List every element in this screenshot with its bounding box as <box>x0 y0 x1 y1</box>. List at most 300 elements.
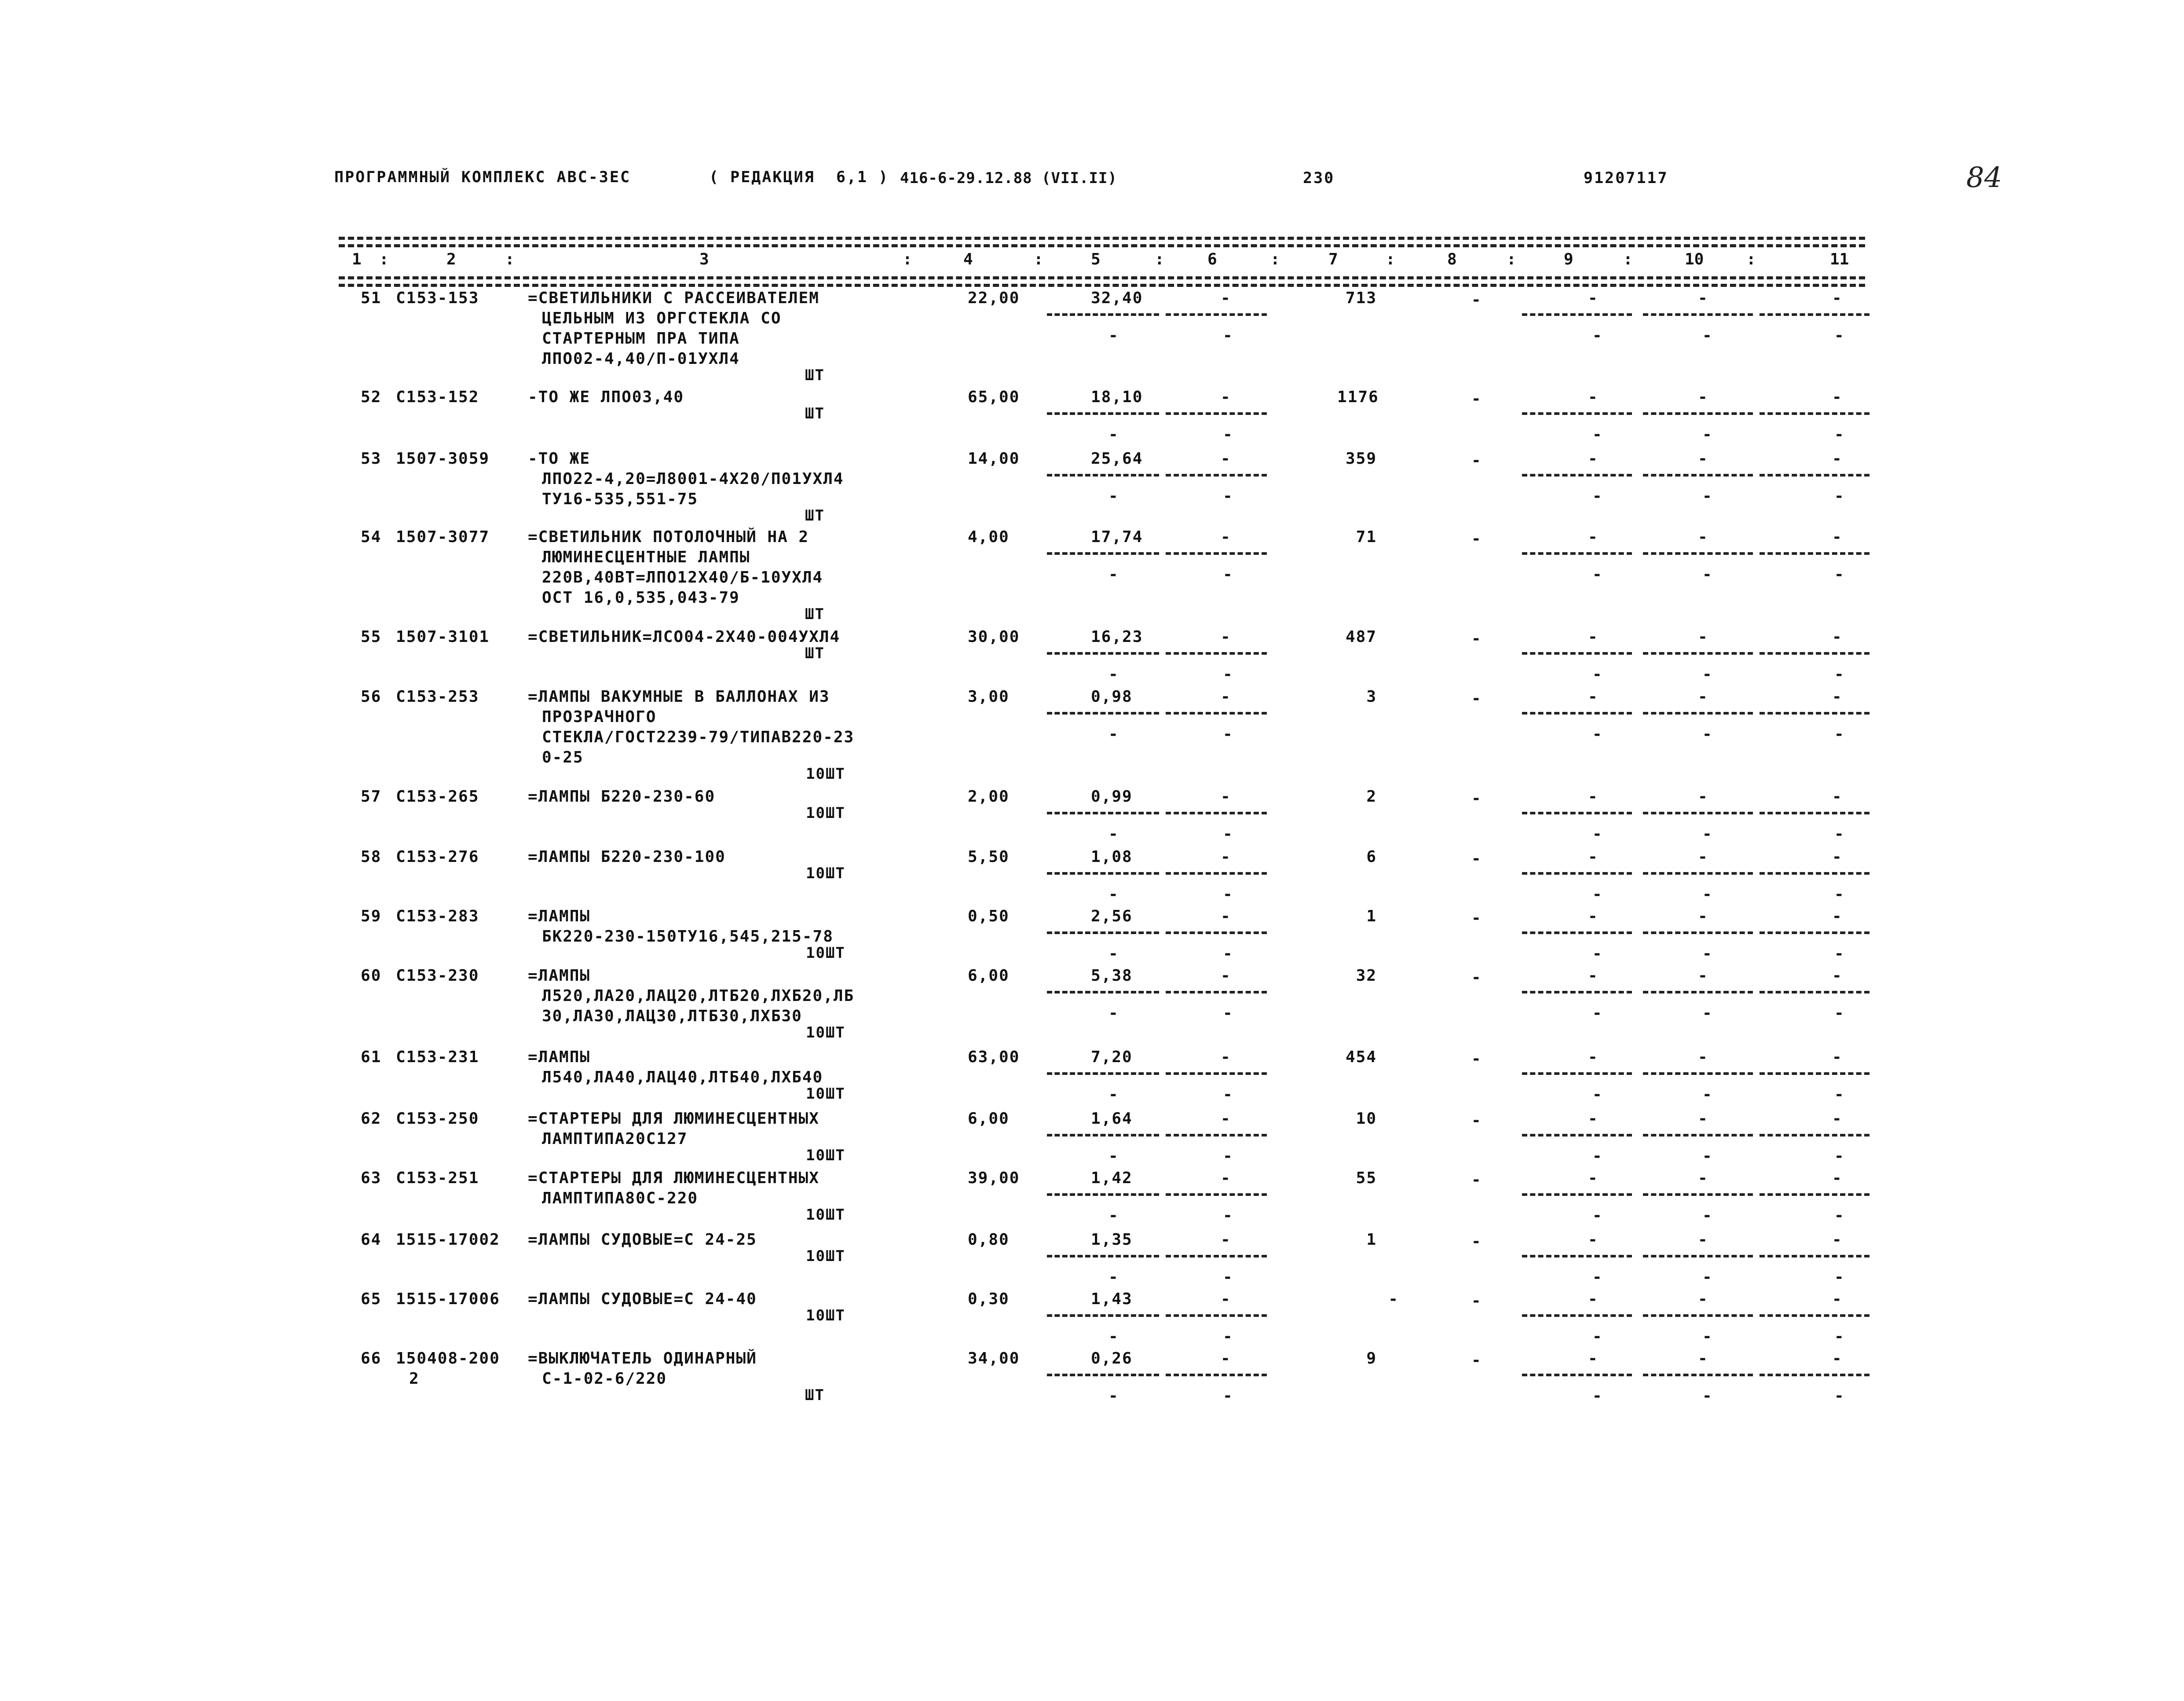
column-10-value: - <box>1698 528 1708 546</box>
total-cost: - <box>1388 1290 1399 1308</box>
header-top-separator-2 <box>339 244 1865 247</box>
sub-total-dash: - <box>1108 1268 1118 1286</box>
column-separator: : <box>903 250 912 268</box>
sub-total-rule <box>1047 1072 1159 1075</box>
description-line: ЦЕЛЬНЫМ ИЗ ОРГСТЕКЛА СО <box>542 309 782 327</box>
column-6-value: - <box>1221 1110 1231 1128</box>
quantity: 34,00 <box>968 1349 1020 1367</box>
column-6-value: - <box>1221 628 1231 646</box>
sub-total-dash: - <box>1834 1004 1844 1022</box>
sub-total-dash: - <box>1702 665 1712 683</box>
sub-total-rule <box>1166 1134 1267 1136</box>
sub-total-dash: - <box>1702 1387 1712 1405</box>
sub-total-dash: - <box>1108 885 1118 903</box>
program-title: ПРОГРАММНЫЙ КОМПЛЕКС АВС-ЗЕС <box>334 169 631 186</box>
unit-price: 32,40 <box>1091 289 1143 307</box>
sub-total-dash: - <box>1834 1268 1844 1286</box>
column-9-value: - <box>1588 967 1599 985</box>
column-8-value: - <box>1471 1351 1482 1369</box>
item-code: С153-253 <box>396 688 479 706</box>
column-separator: : <box>505 250 515 268</box>
total-cost: 55 <box>1356 1169 1377 1187</box>
sub-total-rule <box>1166 812 1267 814</box>
unit-price: 1,42 <box>1091 1169 1133 1187</box>
column-9-value: - <box>1588 450 1599 468</box>
quantity: 3,00 <box>968 688 1010 706</box>
column-11-value: - <box>1832 788 1843 806</box>
sub-total-dash: - <box>1223 945 1233 963</box>
description-line: =ЛАМПЫ Б220-230-100 <box>528 848 726 866</box>
total-cost: 359 <box>1345 450 1377 468</box>
sub-total-dash: - <box>1834 1147 1844 1165</box>
column-8-value: - <box>1471 1171 1482 1189</box>
item-code: 1507-3101 <box>396 628 490 646</box>
sub-total-dash: - <box>1834 825 1844 843</box>
unit-price: 1,08 <box>1091 848 1133 866</box>
sub-total-rule <box>1047 812 1159 814</box>
description-line: Л520,ЛА20,ЛАЦ20,ЛТБ20,ЛХБ20,ЛБ <box>542 987 855 1005</box>
description-line: С-1-02-6/220 <box>542 1370 667 1388</box>
sub-total-rule <box>1522 552 1632 555</box>
column-6-value: - <box>1221 688 1231 706</box>
sub-total-rule <box>1047 872 1159 875</box>
sub-total-rule <box>1643 1072 1753 1075</box>
row-number: 60 <box>361 967 382 985</box>
sub-total-dash: - <box>1592 1206 1602 1224</box>
column-9-value: - <box>1588 528 1599 546</box>
sub-total-dash: - <box>1834 665 1844 683</box>
description-line: СТЕКЛА/ГОСТ2239-79/ТИПАВ220-23 <box>542 728 855 746</box>
column-number: 11 <box>1830 250 1849 268</box>
sub-total-rule <box>1166 1193 1267 1196</box>
column-separator: : <box>1155 250 1164 268</box>
unit-price: 2,56 <box>1091 907 1133 925</box>
column-10-value: - <box>1698 289 1708 307</box>
column-8-value: - <box>1471 1111 1482 1129</box>
sub-total-rule <box>1166 991 1267 993</box>
sub-total-dash: - <box>1223 1206 1233 1224</box>
sub-total-rule <box>1047 712 1159 715</box>
item-code: 150408-200 <box>396 1349 500 1367</box>
total-cost: 32 <box>1356 967 1377 985</box>
sub-total-rule <box>1760 712 1869 715</box>
column-10-value: - <box>1698 450 1708 468</box>
sheet-number: 230 <box>1303 169 1335 187</box>
column-6-value: - <box>1221 907 1231 925</box>
description-line: ЛАМПТИПА80С-220 <box>542 1189 699 1207</box>
column-11-value: - <box>1832 1349 1843 1367</box>
item-code: С153-265 <box>396 788 479 806</box>
description-line: =СВЕТИЛЬНИК ПОТОЛОЧНЫЙ НА 2 <box>528 528 809 546</box>
sub-total-dash: - <box>1108 1206 1118 1224</box>
item-code: С153-231 <box>396 1048 479 1066</box>
quantity: 6,00 <box>968 1110 1010 1128</box>
column-separator: : <box>379 250 389 268</box>
column-11-value: - <box>1832 1048 1843 1066</box>
unit-price: 5,38 <box>1091 967 1133 985</box>
column-8-value: - <box>1471 968 1482 986</box>
item-code: С153-250 <box>396 1110 479 1128</box>
description-line: ЛПО02-4,40/П-01УХЛ4 <box>542 350 740 368</box>
sub-total-rule <box>1643 1193 1753 1196</box>
column-6-value: - <box>1221 788 1231 806</box>
sub-total-rule <box>1522 1134 1632 1136</box>
sub-total-dash: - <box>1592 487 1602 505</box>
column-number: 2 <box>446 250 456 268</box>
sub-total-dash: - <box>1108 825 1118 843</box>
sub-total-dash: - <box>1592 885 1602 903</box>
sub-total-rule <box>1166 652 1267 655</box>
sub-total-rule <box>1760 872 1869 875</box>
unit-label: 10ШТ <box>806 1206 845 1224</box>
column-10-value: - <box>1698 1110 1708 1128</box>
sub-total-dash: - <box>1702 326 1712 345</box>
sub-total-dash: - <box>1108 565 1118 583</box>
sub-total-rule <box>1047 1314 1159 1317</box>
sub-total-rule <box>1166 313 1267 316</box>
sub-total-rule <box>1166 712 1267 715</box>
sub-total-dash: - <box>1702 1327 1712 1345</box>
unit-price: 17,74 <box>1091 528 1143 546</box>
unit-label: 10ШТ <box>806 944 845 962</box>
column-6-value: - <box>1221 528 1231 546</box>
sub-total-dash: - <box>1223 1387 1233 1405</box>
quantity: 0,50 <box>968 907 1010 925</box>
row-number: 52 <box>361 388 382 406</box>
sub-total-rule <box>1522 931 1632 934</box>
column-9-value: - <box>1588 1048 1599 1066</box>
description-line: -ТО ЖЕ <box>528 450 591 468</box>
document-code: 91207117 <box>1584 169 1668 187</box>
unit-price: 0,98 <box>1091 688 1133 706</box>
sub-total-rule <box>1522 1255 1632 1257</box>
quantity: 0,30 <box>968 1290 1010 1308</box>
sub-total-rule <box>1760 652 1869 655</box>
sub-total-rule <box>1166 1314 1267 1317</box>
page-number: 84 <box>1966 161 2002 194</box>
sub-total-dash: - <box>1592 326 1602 345</box>
total-cost: 487 <box>1345 628 1377 646</box>
column-6-value: - <box>1221 848 1231 866</box>
column-8-value: - <box>1471 291 1482 309</box>
sub-total-rule <box>1760 1374 1869 1376</box>
sub-total-dash: - <box>1223 725 1233 743</box>
description-line: БК220-230-150ТУ16,545,215-78 <box>542 927 834 946</box>
sub-total-rule <box>1166 1374 1267 1376</box>
sub-total-rule <box>1643 812 1753 814</box>
column-6-value: - <box>1221 1349 1231 1367</box>
column-6-value: - <box>1221 1048 1231 1066</box>
column-8-value: - <box>1471 630 1482 648</box>
sub-total-dash: - <box>1834 1206 1844 1224</box>
total-cost: 1 <box>1366 907 1377 925</box>
unit-label: ШТ <box>805 645 825 662</box>
quantity: 5,50 <box>968 848 1010 866</box>
unit-label: 10ШТ <box>806 765 845 783</box>
unit-label: ШТ <box>805 507 825 524</box>
sub-total-rule <box>1047 652 1159 655</box>
column-number: 4 <box>963 250 973 268</box>
sub-total-dash: - <box>1592 1004 1602 1022</box>
description-line: 0-25 <box>542 748 584 766</box>
column-6-value: - <box>1221 450 1231 468</box>
sub-total-dash: - <box>1702 1147 1712 1165</box>
sub-total-rule <box>1047 931 1159 934</box>
sub-total-rule <box>1166 474 1267 477</box>
total-cost: 9 <box>1366 1349 1377 1367</box>
column-10-value: - <box>1698 1169 1708 1187</box>
sub-total-dash: - <box>1592 1085 1602 1103</box>
item-code: С153-251 <box>396 1169 479 1187</box>
quantity: 4,00 <box>968 528 1010 546</box>
sub-total-rule <box>1522 412 1632 415</box>
sub-total-rule <box>1643 412 1753 415</box>
item-code: С153-230 <box>396 967 479 985</box>
sub-total-dash: - <box>1108 1085 1118 1103</box>
unit-price: 0,26 <box>1091 1349 1133 1367</box>
item-code: 1515-17006 <box>396 1290 500 1308</box>
description-line: =ЛАМПЫ <box>528 967 591 985</box>
description-line: ЛПО22-4,20=Л8001-4Х20/П01УХЛ4 <box>542 470 844 488</box>
column-11-value: - <box>1832 907 1843 925</box>
column-9-value: - <box>1588 1110 1599 1128</box>
description-line: -ТО ЖЕ ЛПО03,40 <box>528 388 684 406</box>
quantity: 63,00 <box>968 1048 1020 1066</box>
unit-label: 10ШТ <box>806 804 845 822</box>
total-cost: 454 <box>1345 1048 1377 1066</box>
column-8-value: - <box>1471 530 1482 548</box>
sub-total-dash: - <box>1834 425 1844 444</box>
column-8-value: - <box>1471 789 1482 807</box>
description-line: ТУ16-535,551-75 <box>542 490 699 508</box>
sub-total-rule <box>1047 991 1159 993</box>
column-8-value: - <box>1471 689 1482 708</box>
quantity: 65,00 <box>968 388 1020 406</box>
header-top-separator <box>339 237 1865 240</box>
sub-total-dash: - <box>1702 885 1712 903</box>
sub-total-rule <box>1643 991 1753 993</box>
sub-total-rule <box>1047 1134 1159 1136</box>
column-11-value: - <box>1832 967 1843 985</box>
column-separator: : <box>1034 250 1043 268</box>
row-number: 53 <box>361 450 382 468</box>
sub-total-dash: - <box>1702 825 1712 843</box>
sub-total-dash: - <box>1108 725 1118 743</box>
sub-total-dash: - <box>1702 725 1712 743</box>
sub-total-dash: - <box>1702 1004 1712 1022</box>
sub-total-rule <box>1760 412 1869 415</box>
column-6-value: - <box>1221 1231 1231 1249</box>
unit-label: 10ШТ <box>806 1085 845 1103</box>
column-number: 5 <box>1091 250 1101 268</box>
sub-total-dash: - <box>1834 725 1844 743</box>
row-number: 65 <box>361 1290 382 1308</box>
column-11-value: - <box>1832 450 1843 468</box>
sub-total-rule <box>1643 1374 1753 1376</box>
sub-total-rule <box>1643 552 1753 555</box>
column-9-value: - <box>1588 1349 1599 1367</box>
sub-total-dash: - <box>1702 1268 1712 1286</box>
quantity: 39,00 <box>968 1169 1020 1187</box>
total-cost: 3 <box>1366 688 1377 706</box>
column-number: 8 <box>1447 250 1457 268</box>
sub-total-dash: - <box>1223 825 1233 843</box>
sub-total-rule <box>1760 1134 1869 1136</box>
sub-total-dash: - <box>1592 945 1602 963</box>
column-9-value: - <box>1588 628 1599 646</box>
quantity: 30,00 <box>968 628 1020 646</box>
unit-price: 25,64 <box>1091 450 1143 468</box>
sub-total-rule <box>1047 474 1159 477</box>
sub-total-dash: - <box>1592 825 1602 843</box>
column-8-value: - <box>1471 1050 1482 1068</box>
column-10-value: - <box>1698 907 1708 925</box>
column-8-value: - <box>1471 390 1482 408</box>
sub-total-rule <box>1643 1134 1753 1136</box>
sub-total-rule <box>1522 1193 1632 1196</box>
sub-total-dash: - <box>1223 1327 1233 1345</box>
quantity: 2,00 <box>968 788 1010 806</box>
sub-total-dash: - <box>1592 725 1602 743</box>
item-code-continuation: 2 <box>409 1370 420 1388</box>
sub-total-dash: - <box>1108 945 1118 963</box>
row-number: 58 <box>361 848 382 866</box>
description-line: ПРОЗРАЧНОГО <box>542 708 657 726</box>
column-11-value: - <box>1832 628 1843 646</box>
row-number: 54 <box>361 528 382 546</box>
sub-total-dash: - <box>1108 425 1118 444</box>
unit-label: ШТ <box>805 367 825 384</box>
sub-total-dash: - <box>1223 1085 1233 1103</box>
sub-total-rule <box>1522 991 1632 993</box>
description-line: =ЛАМПЫ СУДОВЫЕ=С 24-25 <box>528 1231 757 1249</box>
sub-total-dash: - <box>1702 487 1712 505</box>
sub-total-rule <box>1522 1374 1632 1376</box>
sub-total-dash: - <box>1592 665 1602 683</box>
sub-total-rule <box>1166 931 1267 934</box>
description-line: СТАРТЕРНЫМ ПРА ТИПА <box>542 330 740 348</box>
sub-total-dash: - <box>1592 1268 1602 1286</box>
sub-total-rule <box>1047 412 1159 415</box>
column-8-value: - <box>1471 1292 1482 1310</box>
sub-total-dash: - <box>1702 1206 1712 1224</box>
sub-total-rule <box>1522 1314 1632 1317</box>
column-9-value: - <box>1588 1231 1599 1249</box>
item-code: С153-276 <box>396 848 479 866</box>
column-11-value: - <box>1832 1169 1843 1187</box>
column-10-value: - <box>1698 688 1708 706</box>
header-bottom-separator-2 <box>339 284 1865 287</box>
sub-total-dash: - <box>1223 565 1233 583</box>
row-number: 66 <box>361 1349 382 1367</box>
sub-total-rule <box>1166 872 1267 875</box>
unit-price: 18,10 <box>1091 388 1143 406</box>
sub-total-rule <box>1643 313 1753 316</box>
sub-total-dash: - <box>1108 1327 1118 1345</box>
column-8-value: - <box>1471 909 1482 927</box>
sub-total-dash: - <box>1834 945 1844 963</box>
sub-total-dash: - <box>1592 1327 1602 1345</box>
sub-total-rule <box>1166 1255 1267 1257</box>
unit-label: 10ШТ <box>806 865 845 882</box>
sub-total-rule <box>1166 552 1267 555</box>
column-separator: : <box>1746 250 1756 268</box>
sub-total-rule <box>1522 474 1632 477</box>
sub-total-rule <box>1760 552 1869 555</box>
sub-total-dash: - <box>1592 425 1602 444</box>
sub-total-dash: - <box>1223 1268 1233 1286</box>
sub-total-dash: - <box>1834 326 1844 345</box>
column-11-value: - <box>1832 1110 1843 1128</box>
item-code: С153-153 <box>396 289 479 307</box>
sub-total-rule <box>1643 474 1753 477</box>
column-number: 1 <box>352 250 362 268</box>
quantity: 22,00 <box>968 289 1020 307</box>
sub-total-rule <box>1760 1255 1869 1257</box>
row-number: 59 <box>361 907 382 925</box>
sub-total-dash: - <box>1702 1085 1712 1103</box>
row-number: 63 <box>361 1169 382 1187</box>
quantity: 0,80 <box>968 1231 1010 1249</box>
column-number: 3 <box>699 250 709 268</box>
column-6-value: - <box>1221 388 1231 406</box>
sub-total-dash: - <box>1834 487 1844 505</box>
description-line: 30,ЛА30,ЛАЦ30,ЛТБ30,ЛХБ30 <box>542 1007 802 1025</box>
sub-total-dash: - <box>1223 425 1233 444</box>
description-line: =ЛАМПЫ СУДОВЫЕ=С 24-40 <box>528 1290 757 1308</box>
column-10-value: - <box>1698 388 1708 406</box>
column-separator: : <box>1270 250 1280 268</box>
column-9-value: - <box>1588 1169 1599 1187</box>
sub-total-rule <box>1522 872 1632 875</box>
column-number: 6 <box>1207 250 1217 268</box>
edition-label: ( РЕДАКЦИЯ 6,1 ) <box>709 169 889 186</box>
column-11-value: - <box>1832 1231 1843 1249</box>
sub-total-rule <box>1166 412 1267 415</box>
column-10-value: - <box>1698 628 1708 646</box>
column-6-value: - <box>1221 1169 1231 1187</box>
column-11-value: - <box>1832 388 1843 406</box>
column-10-value: - <box>1698 788 1708 806</box>
description-line: =ЛАМПЫ <box>528 1048 591 1066</box>
column-10-value: - <box>1698 848 1708 866</box>
description-line: =ЛАМПЫ ВАКУМНЫЕ В БАЛЛОНАХ ИЗ <box>528 688 830 706</box>
column-6-value: - <box>1221 289 1231 307</box>
sub-total-rule <box>1047 1374 1159 1376</box>
unit-price: 16,23 <box>1091 628 1143 646</box>
sub-total-rule <box>1522 812 1632 814</box>
column-9-value: - <box>1588 1290 1599 1308</box>
sub-total-rule <box>1522 1072 1632 1075</box>
description-line: ЛАМПТИПА20С127 <box>542 1130 688 1148</box>
sub-total-rule <box>1760 931 1869 934</box>
sub-total-dash: - <box>1834 565 1844 583</box>
unit-price: 1,64 <box>1091 1110 1133 1128</box>
unit-label: 10ШТ <box>806 1147 845 1164</box>
column-10-value: - <box>1698 1231 1708 1249</box>
sub-total-dash: - <box>1592 1387 1602 1405</box>
total-cost: 10 <box>1356 1110 1377 1128</box>
description-line: =СТАРТЕРЫ ДЛЯ ЛЮМИНЕСЦЕНТНЫХ <box>528 1169 819 1187</box>
column-10-value: - <box>1698 1349 1708 1367</box>
unit-price: 1,43 <box>1091 1290 1133 1308</box>
unit-price: 1,35 <box>1091 1231 1133 1249</box>
column-number: 7 <box>1328 250 1338 268</box>
sub-total-dash: - <box>1223 326 1233 345</box>
sub-total-rule <box>1047 313 1159 316</box>
sub-total-dash: - <box>1223 1147 1233 1165</box>
sub-total-rule <box>1643 1314 1753 1317</box>
